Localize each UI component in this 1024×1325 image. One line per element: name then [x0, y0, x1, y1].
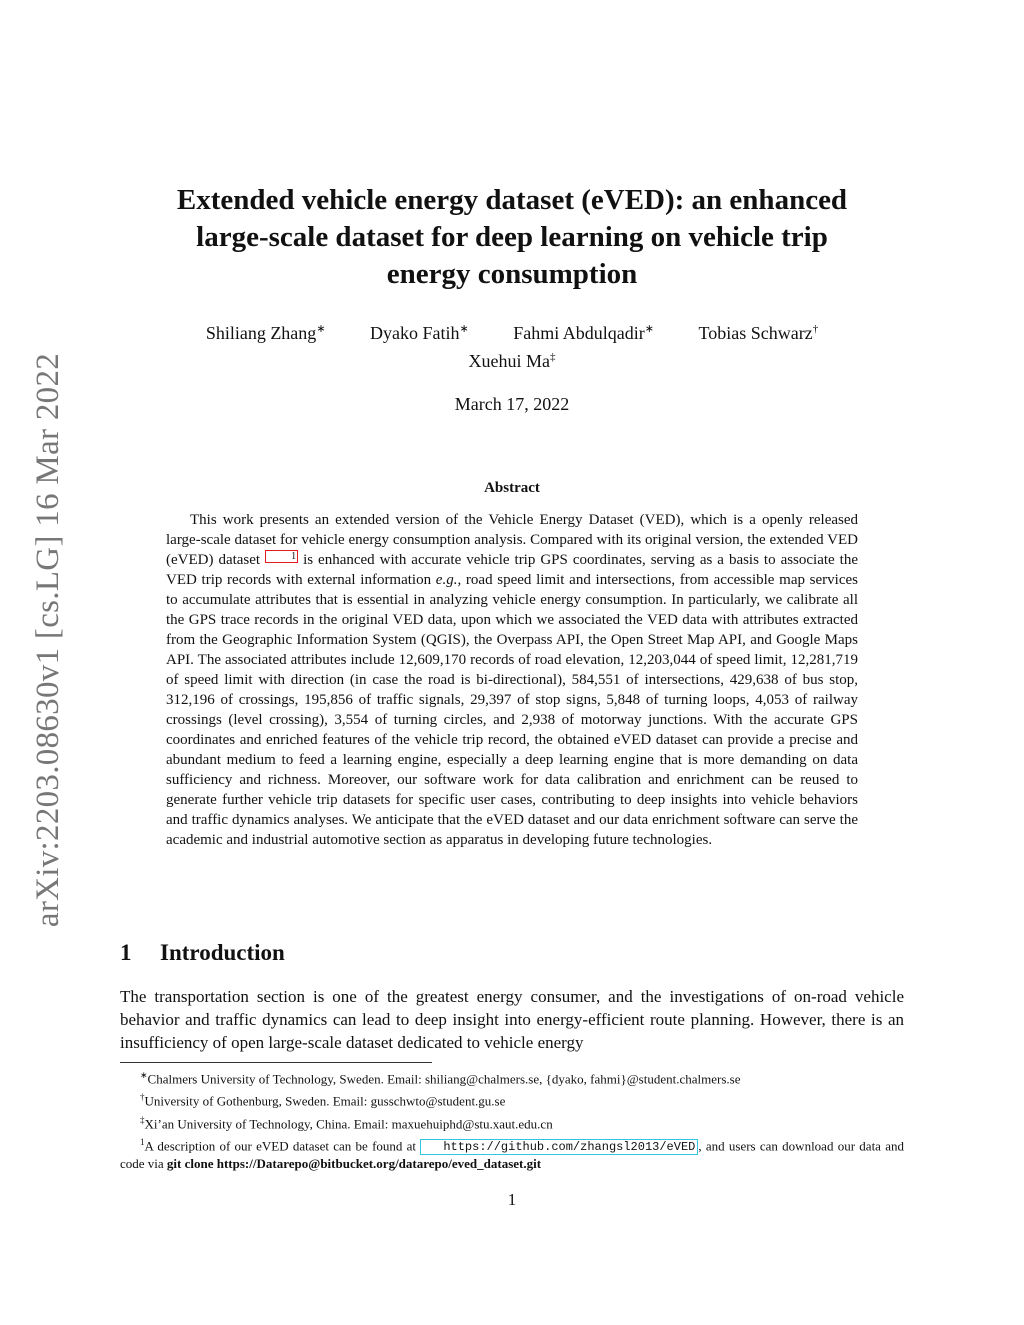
git-command: git clone https://Datarepo@bitbucket.org/datarepo/eved_dataset.git	[166, 1156, 542, 1172]
footnote: ∗Chalmers University of Technology, Sweden. Email: shiliang@chalmers.se, {dyako, fahmi}@student.chalmers.se	[140, 1070, 741, 1087]
abstract-text: This work presents an extended version of the Vehicle Energy Dataset (VED), which is a openly released large-scale dataset for vehicle energy consumption analysis. Compared with its original version, the extended VED (eVED) dataset 1 is enhanced with accurate vehicle trip GPS coordinates, serving as a basis to associate the VED trip records with external information e.g., road speed limit and intersections, from accessible map services to accumulate attributes that is essential in analyzing vehicle energy consumption. In particularly, we calibrate all the GPS trace records in the original VED data, upon which we associated the VED data with attributes extracted from the Geographic Information System (QGIS), the Overpass API, the Open Street Map API, and Google Maps API. The associated attributes include 12,609,170 records of road elevation, 12,203,044 of speed limit, 12,281,719 of speed limit with direction (in case the road is bi-directional), 584,551 of intersections, 429,638 of bus stop, 312,196 of crossings, 195,856 of traffic signals, 29,397 of stop signs, 5,848 of turning loops, 4,053 of railway crossings (level crossing), 3,554 of turning circles, and 2,938 of motorway junctions. With the accurate GPS coordinates and enriched features of the vehicle trip record, the obtained eVED dataset can provide a precise and abundant medium to feed a learning engine, especially a deep learning engine that is more demanding on data sufficiency and richness. Moreover, our software work for data calibration and enrichment can be reused to generate further vehicle trip datasets for specific user cases, contributing to deep insights into vehicle behaviors and traffic dynamics analyses. We anticipate that the eVED dataset and our data enrichment software can serve the academic and industrial automotive section as apparatus in developing future technologies.	[166, 512, 859, 848]
paper-title	[120, 182, 904, 293]
abstract-heading: Abstract	[484, 480, 540, 496]
arxiv-identifier-stamp: arXiv:2203.08630v1 [cs.LG] 16 Mar 2022	[30, 352, 66, 928]
author-list	[120, 318, 904, 344]
github-link[interactable]: https://github.com/zhangsl2013/eVED	[420, 1139, 698, 1155]
author: Dyako Fatih∗	[370, 323, 469, 343]
section-heading	[120, 940, 904, 966]
title-line: Extended vehicle energy dataset (eVED): an enhanced	[176, 184, 848, 216]
author: Shiliang Zhang∗	[205, 323, 326, 343]
footnote-link[interactable]: 1	[265, 550, 298, 563]
author: Xuehui Ma‡	[468, 351, 556, 371]
section-title: Introduction	[160, 940, 285, 965]
footnotes	[120, 1066, 904, 1173]
footnote-rule	[120, 1062, 432, 1063]
footnote: ‡Xi’an University of Technology, China. Email: maxuehuiphd@stu.xaut.edu.cn	[140, 1114, 553, 1131]
publication-date: March 17, 2022	[454, 394, 570, 414]
section-number: 1	[120, 940, 132, 965]
page-number: 1	[507, 1190, 517, 1209]
author: Tobias Schwarz†	[698, 323, 819, 343]
footnote: $^1$A description of our eVED dataset can be found at https://github.com/zhangsl2013/eVED , and users can download our data and code via git clone https://Datarepo@bitbucket.org/datarepo/eved_dataset.git	[120, 1136, 904, 1172]
intro-paragraph: The transportation section is one of the greatest energy consumer, and the investigations of on-road vehicle behavior and traffic dynamics can lead to deep insight into energy-efficient route planning. However, there is an insufficiency of open large-scale dataset dedicated to vehicle energy	[120, 987, 904, 1052]
author: Fahmi Abdulqadir∗	[513, 323, 654, 343]
title-line: energy consumption	[386, 258, 638, 290]
title-line: large-scale dataset for deep learning on vehicle trip	[196, 221, 828, 253]
footnote: †University of Gothenburg, Sweden. Email: gusschwto@student.gu.se	[140, 1092, 506, 1109]
